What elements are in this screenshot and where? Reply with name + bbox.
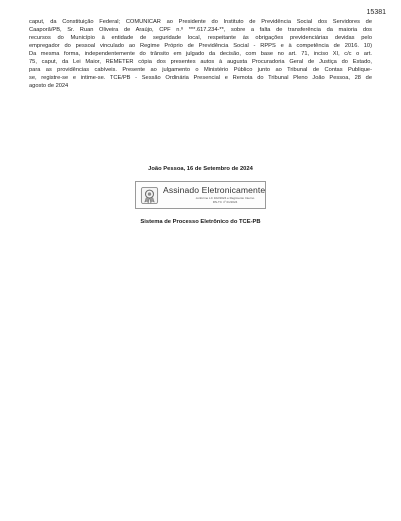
place-date: João Pessoa, 16 de Setembro de 2024 (148, 166, 253, 172)
seal-stamp-icon (140, 186, 159, 205)
seal-subtitle-line: RN-TC nº 01/2024 (212, 200, 238, 204)
system-name: Sistema de Processo Eletrônico do TCE-PB (140, 219, 261, 225)
decision-text-line: Caaporã/PB, Sr. Ruan Oliveira de Araújo, CPF n.º ***.617.234-**, sobre a falta de transferência da maioria dos (29, 27, 372, 34)
electronic-signature-seal (135, 181, 266, 209)
seal-title: Assinado Eletronicamente (163, 185, 266, 195)
decision-text-line: 75, caput, da Lei Maior, REMETER cópia dos presentes autos à augusta Procuradoria Geral de Justiça do Estado, (29, 59, 372, 66)
seal-subtitle-line: conforme LC 102/2024 e Regimento Interno (195, 196, 255, 200)
seal-subtitle (186, 196, 264, 204)
decision-text-line: empregador do pessoal vinculado ao Regime Próprio de Previdência Social - RPPS e à competência de 2016. 10) (29, 43, 372, 50)
decision-text-line: caput, da Constituição Federal; COMUNICAR ao Presidente do Instituto de Previdência Social dos Servidores de (29, 19, 372, 25)
decision-text-line: agosto de 2024 (29, 83, 69, 90)
decision-text (29, 18, 372, 90)
decision-text-line: se, registre-se e intime-se. TCE/PB - Sessão Ordinária Presencial e Remota do Tribunal Pleno João Pessoa, 28 de (29, 75, 372, 82)
decision-text-line: Da mesma forma, independentemente do trânsito em julgado da decisão, com base no art. 71, inciso XI, c/c o art. (29, 51, 372, 58)
decision-text-line: recursos do Município à entidade de seguridade local, respeitante às obrigações previdenciárias devidas pelo (29, 35, 372, 42)
page-number: 15381 (366, 9, 386, 16)
decision-text-line: para as providências cabíveis. Presente ao julgamento o Ministério Público junto ao Tribunal de Contas Publique- (29, 67, 372, 74)
